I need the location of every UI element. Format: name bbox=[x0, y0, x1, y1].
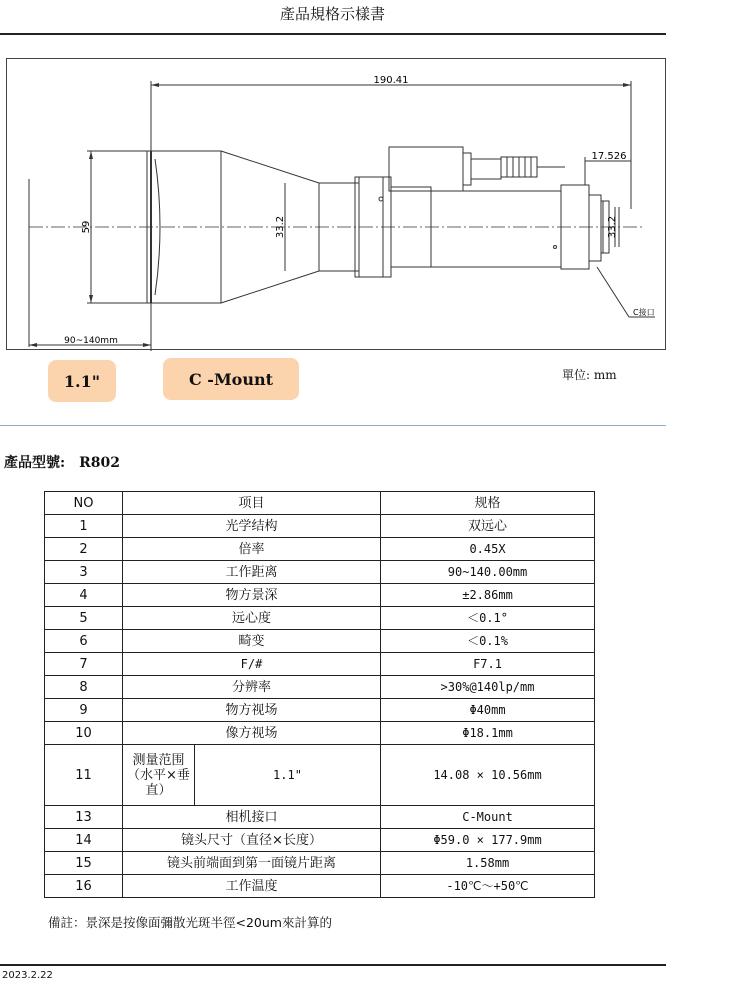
row-item: 相机接口 bbox=[123, 806, 381, 829]
table-row bbox=[45, 875, 595, 898]
model-line bbox=[4, 452, 120, 472]
spec-table bbox=[44, 491, 595, 898]
row-spec: 双远心 bbox=[381, 515, 595, 538]
row-no: 16 bbox=[45, 875, 123, 898]
table-row bbox=[45, 515, 595, 538]
row-no: 1 bbox=[45, 515, 123, 538]
header-rule bbox=[0, 33, 666, 35]
row-spec: 0.45X bbox=[381, 538, 595, 561]
table-row bbox=[45, 561, 595, 584]
row-no: 13 bbox=[45, 806, 123, 829]
row-item: 工作温度 bbox=[123, 875, 381, 898]
row-item: 镜头尺寸（直径×长度） bbox=[123, 829, 381, 852]
row-no: 6 bbox=[45, 630, 123, 653]
dim-front-diameter: 59 bbox=[81, 220, 92, 234]
row-item: 镜头前端面到第一面镜片距离 bbox=[123, 852, 381, 875]
header-no: NO bbox=[45, 492, 123, 515]
sensor-size-badge: 1.1" bbox=[48, 360, 116, 402]
model-number: R802 bbox=[79, 455, 121, 471]
table-row bbox=[45, 699, 595, 722]
table-row bbox=[45, 584, 595, 607]
dim-mid-diameter: 33.2 bbox=[275, 215, 286, 239]
lens-drawing bbox=[6, 58, 666, 350]
table-row bbox=[45, 630, 595, 653]
row-no: 11 bbox=[45, 745, 123, 806]
row-spec: F7.1 bbox=[381, 653, 595, 676]
table-row bbox=[45, 852, 595, 875]
table-row bbox=[45, 829, 595, 852]
row-item: 物方视场 bbox=[123, 699, 381, 722]
footer-date: 2023.2.22 bbox=[2, 970, 53, 981]
row-item: 倍率 bbox=[123, 538, 381, 561]
row-item: 像方视场 bbox=[123, 722, 381, 745]
dim-rear-diameter: 33.2 bbox=[607, 215, 618, 239]
row-spec: ＜0.1° bbox=[381, 607, 595, 630]
table-row bbox=[45, 745, 595, 806]
section-divider bbox=[0, 425, 666, 426]
row-spec: Φ18.1mm bbox=[381, 722, 595, 745]
row-spec: Φ40mm bbox=[381, 699, 595, 722]
row-spec: C-Mount bbox=[381, 806, 595, 829]
row-no: 7 bbox=[45, 653, 123, 676]
row-item: 物方景深 bbox=[123, 584, 381, 607]
row-spec: ±2.86mm bbox=[381, 584, 595, 607]
footnote: 備註：景深是按像面彌散光斑半徑<20um來計算的 bbox=[48, 915, 332, 930]
row-no: 9 bbox=[45, 699, 123, 722]
row-item: 分辨率 bbox=[123, 676, 381, 699]
row-spec: 1.58mm bbox=[381, 852, 595, 875]
dim-working-distance: 90~140mm bbox=[64, 336, 118, 346]
table-header-row bbox=[45, 492, 595, 515]
page-title: 產品規格示樣書 bbox=[279, 5, 385, 23]
table-row bbox=[45, 607, 595, 630]
header-item: 项目 bbox=[123, 492, 381, 515]
table-row bbox=[45, 538, 595, 561]
row-no: 2 bbox=[45, 538, 123, 561]
mount-badge: C -Mount bbox=[163, 358, 299, 400]
unit-label: 單位: mm bbox=[562, 368, 617, 382]
header-spec: 规格 bbox=[381, 492, 595, 515]
row-no: 4 bbox=[45, 584, 123, 607]
table-row bbox=[45, 653, 595, 676]
table-row bbox=[45, 806, 595, 829]
row-spec: Φ59.0 × 177.9mm bbox=[381, 829, 595, 852]
row-no: 10 bbox=[45, 722, 123, 745]
row-no: 5 bbox=[45, 607, 123, 630]
row-item: 远心度 bbox=[123, 607, 381, 630]
row-spec: >30%@140lp/mm bbox=[381, 676, 595, 699]
row-no: 14 bbox=[45, 829, 123, 852]
row-no: 15 bbox=[45, 852, 123, 875]
row-spec: ＜0.1% bbox=[381, 630, 595, 653]
row-spec: -10℃～+50℃ bbox=[381, 875, 595, 898]
dim-total-length: 190.41 bbox=[373, 75, 409, 86]
row-no: 8 bbox=[45, 676, 123, 699]
row-item: 畸变 bbox=[123, 630, 381, 653]
mount-label: C接口 bbox=[633, 308, 655, 317]
model-label: 產品型號: bbox=[4, 455, 66, 471]
dim-right-offset: 17.526 bbox=[591, 151, 627, 162]
table-row bbox=[45, 676, 595, 699]
row-no: 3 bbox=[45, 561, 123, 584]
row-spec: 14.08 × 10.56mm bbox=[381, 745, 595, 806]
row-spec: 90~140.00mm bbox=[381, 561, 595, 584]
row-item: 光学结构 bbox=[123, 515, 381, 538]
row-sub-item: 1.1" bbox=[195, 745, 381, 806]
table-row bbox=[45, 722, 595, 745]
row-item: 测量范围（水平×垂直） bbox=[123, 745, 195, 806]
lens-drawing-svg bbox=[7, 59, 667, 351]
footer-rule bbox=[0, 964, 666, 966]
row-item: F/# bbox=[123, 653, 381, 676]
row-item: 工作距离 bbox=[123, 561, 381, 584]
